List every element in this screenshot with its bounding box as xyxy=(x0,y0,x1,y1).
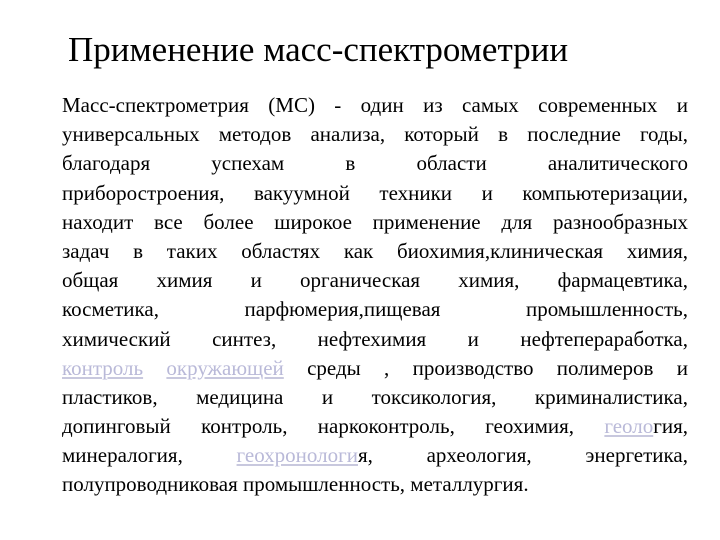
paragraph-text: задач в таких областях как биохимия,клиническая химия, xyxy=(62,238,688,263)
paragraph-text: я, археология, энергетика, xyxy=(357,443,688,468)
paragraph-line xyxy=(62,149,688,178)
paragraph-text: минералогия, xyxy=(62,443,237,468)
slide-body-text xyxy=(62,91,688,500)
paragraph-line xyxy=(62,295,688,324)
hyperlink-text[interactable]: геоло xyxy=(604,414,654,439)
paragraph-text: благодаря успехам в области аналитического xyxy=(62,151,688,176)
paragraph-line xyxy=(62,470,688,499)
hyperlink-text[interactable]: окружающей xyxy=(166,355,284,380)
paragraph-line xyxy=(62,412,688,441)
paragraph-text xyxy=(143,356,166,380)
paragraph-line xyxy=(62,120,688,149)
paragraph-line xyxy=(62,325,688,354)
paragraph-text: химический синтез, нефтехимия и нефтепераработка, xyxy=(62,326,688,351)
paragraph-line xyxy=(62,441,688,470)
paragraph-text: универсальных методов анализа, который в последние годы, xyxy=(62,122,688,147)
paragraph-line xyxy=(62,266,688,295)
paragraph-line xyxy=(62,354,688,383)
paragraph-text: Масс-спектрометрия (МС) - один из самых современных и xyxy=(62,93,688,117)
paragraph-line xyxy=(62,383,688,412)
paragraph-text: допинговый контроль, наркоконтроль, геохимия, xyxy=(62,414,605,439)
paragraph-text: приборостроения, вакуумной техники и компьютеризации, xyxy=(62,180,688,205)
paragraph-text: общая химия и органическая химия, фармацевтика, xyxy=(62,268,688,293)
paragraph-line xyxy=(62,208,688,237)
paragraph-line xyxy=(62,179,688,208)
paragraph-text: находит все более широкое применение для разнообразных xyxy=(62,209,688,234)
paragraph-text: косметика, парфюмерия,пищевая промышленность, xyxy=(62,297,688,322)
hyperlink-text[interactable]: контроль xyxy=(62,355,144,380)
paragraph-text: гия, xyxy=(653,414,688,439)
paragraph-text: пластиков, медицина и токсикология, криминалистика, xyxy=(62,384,688,409)
slide-title: Применение масс-спектрометрии xyxy=(68,30,569,69)
paragraph-line xyxy=(62,237,688,266)
paragraph-text: полупроводниковая промышленность, металлургия. xyxy=(62,472,529,497)
paragraph-text: среды , производство полимеров и xyxy=(283,355,688,380)
paragraph-line xyxy=(62,91,688,120)
hyperlink-text[interactable]: геохронологи xyxy=(236,443,358,468)
